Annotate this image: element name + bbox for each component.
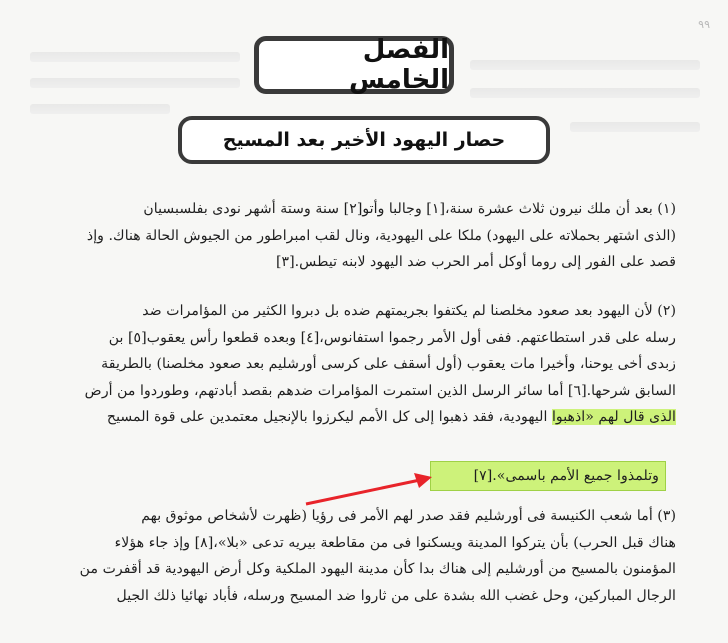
text-line: (الذى اشتهر بحملاته على اليهود) ملكا على اليهودية، ونال لقب امبراطور من الجيوش الحالة هناك. وإذ xyxy=(86,227,676,244)
arrow-head xyxy=(414,473,432,488)
text-line: (٢) لأن اليهود بعد صعود مخلصنا لم يكتفوا بجريمتهم ضده بل دبروا الكثير من المؤامرات ضد xyxy=(142,303,676,319)
chapter-heading: الفصل الخامس xyxy=(254,36,454,94)
highlighted-quote-start: الذى قال لهم «اذهبوا xyxy=(551,409,676,425)
paragraph-2 xyxy=(62,298,676,431)
text-line: زبدى أخى يوحنا، وأخيرا مات يعقوب (أول أسقف على كرسى أورشليم بعد صعود مخلصنا) بالطريقة xyxy=(101,356,676,372)
text-segment: اليهودية، فقد ذهبوا إلى كل الأمم ليكرزوا بالإنجيل معتمدين على قوة المسيح xyxy=(106,409,548,425)
text-line: قصد على الفور إلى روما أوكل أمر الحرب ضد اليهود لابنه تيطس.[٣] xyxy=(275,254,676,270)
text-line: السابق شرحها.[٦] أما سائر الرسل الذين استمرت المؤامرات ضدهم بقصد أبادتهم، وطوردوا من أرض xyxy=(84,382,676,399)
bleed-through-line xyxy=(30,104,170,114)
text-line: الرجال المباركين، وحل غضب الله بشدة على من ثاروا ضد المسيح ورسله، فأباد نهائيا ذلك الجيل xyxy=(116,587,676,604)
text-line: (٣) أما شعب الكنيسة فى أورشليم فقد صدر لهم الأمر فى رؤيا (ظهرت لأشخاص موثوق بهم xyxy=(141,508,676,524)
arrow-shaft xyxy=(306,480,420,504)
text-line: (١) بعد أن ملك نيرون ثلاث عشرة سنة،[١] وجالبا وأتو[٢] سنة وستة أشهر نودى بفلسبسيان xyxy=(143,201,676,217)
paragraph-3 xyxy=(62,503,676,609)
page-number: ٩٩ xyxy=(698,18,710,31)
paragraph-1 xyxy=(62,196,676,276)
bleed-through-line xyxy=(30,52,240,62)
text-line: رسله على قدر استطاعتهم. ففى أول الأمر رجموا استفانوس،[٤] وبعده قطعوا رأس يعقوب[٥] بن xyxy=(108,329,676,346)
text-line: المؤمنون بالمسيح من أورشليم إلى هناك بدا كأن مدينة اليهود الملكية وكل أرض اليهودية قد أقفرت من xyxy=(79,561,676,577)
section-title: حصار اليهود الأخير بعد المسيح xyxy=(178,116,550,164)
bleed-through-line xyxy=(570,122,700,132)
bleed-through-line xyxy=(470,88,700,98)
text-line xyxy=(62,404,676,431)
bleed-through-line xyxy=(470,60,700,70)
text-line: هناك قبل الحرب) بأن يتركوا المدينة ويسكنوا فى من مقاطعة بيريه تدعى «بلا»،[٨] وإذ جاء هؤلاء xyxy=(114,534,676,551)
bleed-through-line xyxy=(30,78,240,88)
highlighted-quote-line: وتلمذوا جميع الأمم باسمى».[٧] xyxy=(430,461,666,491)
